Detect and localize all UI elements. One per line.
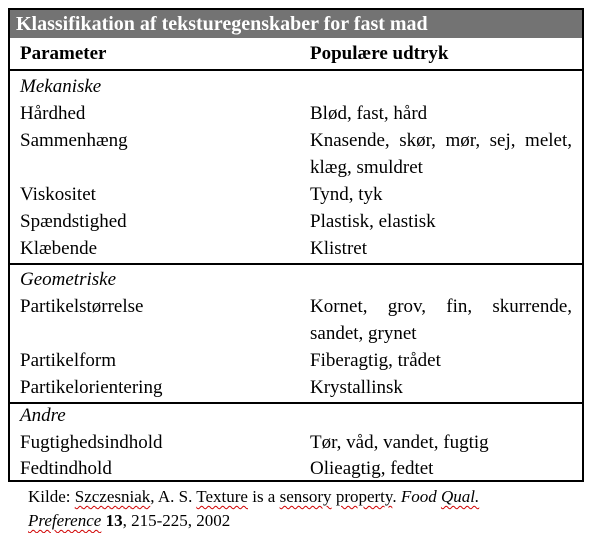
table-title: Klassifikation af teksturegenskaber for fast mad [10,10,582,38]
texture-classification-table [8,8,584,482]
section-label-andre: Andre [20,405,66,426]
expressions-cell: Kornet, grov, fin, skurrende, sandet, grynet [310,296,572,344]
caption-text: , A. S. [150,487,197,506]
section-divider [10,263,582,265]
expressions-cell: Knasende, skør, mør, sej, melet, klæg, smuldret [310,130,572,178]
caption-property: property [335,487,393,506]
parameter-cell: Partikelform [20,350,117,371]
caption-sensory: sensory [279,487,332,506]
header-divider [10,69,582,71]
expressions-cell: Blød, fast, hård [310,103,428,124]
section-label-geometriske: Geometriske [20,269,117,290]
parameter-cell: Fedtindhold [20,458,112,479]
caption-prefix: Kilde: [28,487,75,506]
caption-text: . [392,487,401,506]
parameter-cell: Spændstighed [20,211,127,232]
parameter-cell: Partikelorientering [20,377,163,398]
caption-text: is a [247,487,280,506]
expressions-cell: Krystallinsk [310,377,403,398]
caption-journal-qual: Qual. [440,487,480,506]
expressions-cell: Tør, våd, vandet, fugtig [310,432,489,453]
caption-pages: , 215-225, 2002 [122,511,231,530]
parameter-cell: Klæbende [20,238,98,259]
expressions-cell: Klistret [310,238,367,259]
header-parameter: Parameter [20,43,107,64]
expressions-cell: Fiberagtig, trådet [310,350,441,371]
section-divider [10,402,582,404]
caption-author: Szczesniak [74,487,151,506]
caption-journal: Food [400,487,441,506]
caption-texture: Texture [196,487,248,506]
caption-volume: 13 [105,511,123,530]
expressions-cell: Olieagtig, fedtet [310,458,434,479]
expressions-cell: Tynd, tyk [310,184,383,205]
section-label-mekaniske: Mekaniske [20,76,102,97]
parameter-cell: Fugtighedsindhold [20,432,163,453]
parameter-cell: Sammenhæng [20,130,128,151]
header-expressions: Populære udtryk [310,43,449,64]
parameter-cell: Hårdhed [20,103,86,124]
expressions-cell: Plastisk, elastisk [310,211,436,232]
source-caption [28,485,588,533]
caption-journal-preference: Preference [28,511,102,530]
parameter-cell: Viskositet [20,184,96,205]
parameter-cell: Partikelstørrelse [20,296,144,317]
